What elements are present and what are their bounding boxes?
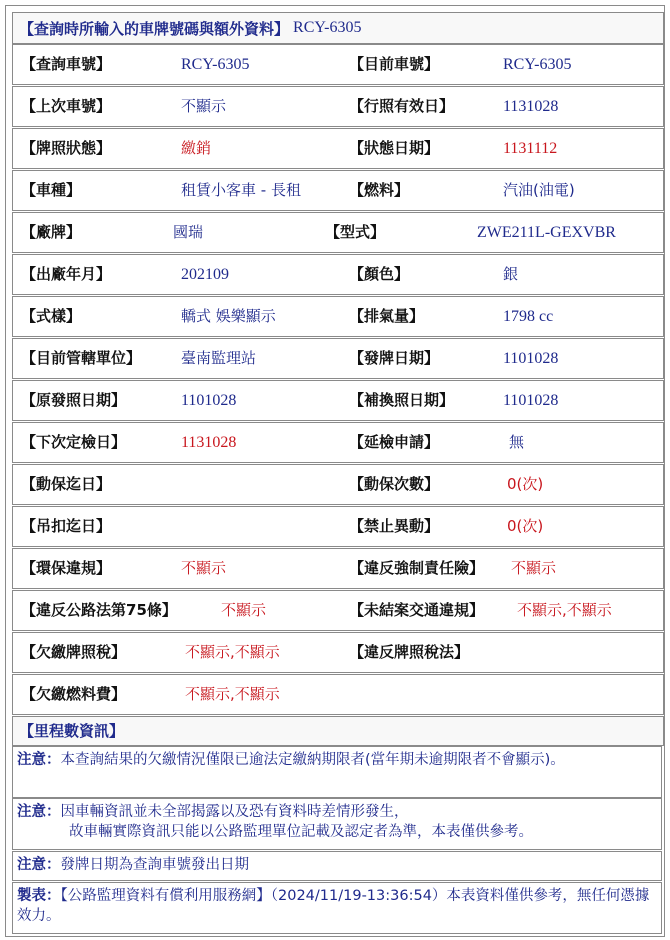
field-value: 銀 (503, 265, 519, 283)
notice-text: 故車輛實際資訊只能以公路監理單位記載及認定者為準，本表僅供參考。 (69, 824, 533, 840)
field-value: 不顯示,不顯示 (185, 643, 280, 661)
field-value: RCY-6305 (503, 56, 572, 73)
table-row (12, 674, 664, 715)
report-frame (5, 5, 665, 937)
table-row (12, 170, 664, 211)
notice-2 (12, 798, 662, 850)
field-value: 國瑞 (173, 223, 204, 241)
table-row (12, 506, 664, 547)
table-row (12, 380, 664, 421)
table-row (12, 86, 664, 127)
field-label: 【目前車號】 (349, 55, 440, 73)
table-row (12, 338, 664, 379)
field-label: 【吊扣迄日】 (21, 517, 112, 535)
field-label: 【欠繳燃料費】 (21, 685, 127, 703)
field-label: 【禁止異動】 (349, 517, 440, 535)
footer-note (12, 882, 662, 934)
field-label: 【違反牌照稅法】 (349, 643, 470, 661)
field-label: 【燃料】 (349, 181, 410, 199)
field-value: 0(次) (507, 475, 544, 493)
field-value: 1798 cc (503, 308, 554, 325)
field-value: 不顯示,不顯示 (517, 601, 612, 619)
field-label: 【式樣】 (21, 307, 82, 325)
table-row (12, 44, 664, 85)
field-label: 【狀態日期】 (349, 139, 440, 157)
field-value: 不顯示 (221, 601, 267, 619)
header-title: 【查詢時所輸入的車牌號碼與額外資料】 (19, 19, 290, 38)
field-label: 【上次車號】 (21, 97, 112, 115)
field-label: 【型式】 (325, 223, 386, 241)
notice-text: 本查詢結果的欠繳情況僅限已逾法定繳納期限者(當年期未逾期限者不會顯示)。 (60, 752, 565, 768)
field-value: 繳銷 (181, 139, 212, 157)
field-label: 【發牌日期】 (349, 349, 440, 367)
field-value: 不顯示 (181, 97, 227, 115)
table-row (12, 254, 664, 295)
field-value: 1101028 (503, 350, 559, 367)
field-value: 臺南監理站 (181, 349, 257, 367)
table-row (12, 590, 664, 631)
field-value: RCY-6305 (181, 56, 250, 73)
field-value: 1101028 (503, 392, 559, 409)
field-label: 【違反公路法第75條】 (21, 601, 177, 619)
footer-text: 【公路監理資料有償利用服務網】（2024/11/19-13:36:54）本表資料僅供參考，無任何憑據效力。 (17, 888, 650, 924)
table-row (12, 212, 664, 253)
field-value: 1101028 (181, 392, 237, 409)
field-value: 不顯示 (181, 559, 227, 577)
field-label: 【行照有效日】 (349, 97, 455, 115)
notice-label: 注意： (17, 857, 61, 873)
notice-3 (12, 851, 662, 881)
table-row (12, 548, 664, 589)
field-value: 1131028 (181, 434, 237, 451)
table-row (12, 464, 664, 505)
field-value: 0(次) (507, 517, 544, 535)
report-header (12, 12, 664, 44)
mileage-title: 【里程數資訊】 (19, 722, 125, 740)
field-value: 汽油(油電) (503, 181, 575, 199)
notice-text: 因車輛資訊並未全部揭露以及恐有資料時差情形發生， (60, 804, 409, 820)
field-label: 【車種】 (21, 181, 82, 199)
notice-label: 注意： (17, 752, 61, 768)
field-label: 【欠繳牌照稅】 (21, 643, 127, 661)
field-label: 【廠牌】 (21, 223, 82, 241)
field-label: 【查詢車號】 (21, 55, 112, 73)
notice-label: 注意： (17, 804, 61, 820)
field-value: 轎式 娛樂顯示 (181, 307, 276, 325)
field-value: 不顯示,不顯示 (185, 685, 280, 703)
field-label: 【排氣量】 (349, 307, 425, 325)
field-label: 【違反強制責任險】 (349, 559, 485, 577)
field-label: 【動保次數】 (349, 475, 440, 493)
field-value: 不顯示 (511, 559, 557, 577)
mileage-section (12, 716, 664, 746)
field-label: 【出廠年月】 (21, 265, 112, 283)
table-row (12, 296, 664, 337)
field-value: 1131112 (503, 140, 558, 157)
field-value: 租賃小客車 - 長租 (181, 181, 301, 199)
footer-label: 製表： (17, 888, 61, 904)
notice-1 (12, 746, 662, 798)
header-plate: RCY-6305 (293, 19, 362, 36)
field-label: 【目前管轄單位】 (21, 349, 142, 367)
field-value: 1131028 (503, 98, 559, 115)
field-label: 【顏色】 (349, 265, 410, 283)
table-row (12, 128, 664, 169)
field-label: 【下次定檢日】 (21, 433, 127, 451)
field-value: 202109 (181, 266, 229, 283)
field-label: 【環保違規】 (21, 559, 112, 577)
table-row (12, 632, 664, 673)
field-value: ZWE211L-GEXVBR (477, 224, 616, 241)
field-label: 【動保迄日】 (21, 475, 112, 493)
field-label: 【延檢申請】 (349, 433, 440, 451)
field-label: 【未結案交通違規】 (349, 601, 485, 619)
field-value: 無 (509, 433, 525, 451)
field-label: 【原發照日期】 (21, 391, 127, 409)
field-label: 【牌照狀態】 (21, 139, 112, 157)
notice-text: 發牌日期為查詢車號發出日期 (60, 857, 249, 873)
table-row (12, 422, 664, 463)
field-label: 【補換照日期】 (349, 391, 455, 409)
